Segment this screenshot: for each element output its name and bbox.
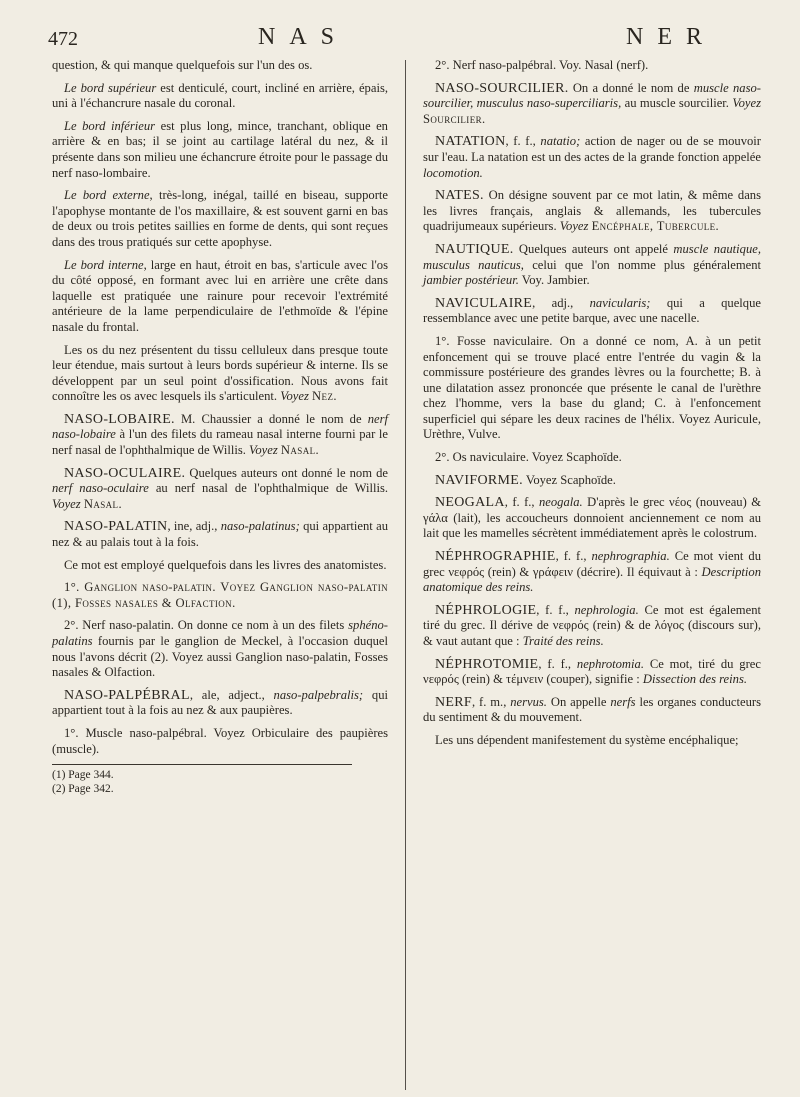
term: nephrologia. <box>574 602 639 617</box>
headword: NAVICULAIRE <box>435 295 533 311</box>
headword: NASO-LOBAIRE. <box>64 411 175 427</box>
term: muscle nautique, musculus nauticus, <box>423 241 761 272</box>
term: Description anatomique des reins. <box>423 564 761 595</box>
headword: NASO-OCULAIRE. <box>64 465 186 481</box>
text: D'après le grec νέος (nouveau) & γάλα (lait), les accoucheurs donnoient anciennement ce nom au lait que les mamelles sécrètent immédiatement après le colostrum. <box>423 495 761 541</box>
headword: NATES. <box>435 188 484 204</box>
paragraph <box>52 258 388 336</box>
term: neogala. <box>538 495 583 510</box>
term: nephrotomia. <box>576 656 644 671</box>
entry-nephrologie <box>423 603 761 650</box>
term: Le bord supérieur <box>64 80 157 95</box>
text: Quelques auteurs ont donné le nom de <box>185 465 388 480</box>
text: action de nager ou de se mouvoir sur l'eau. La natation est un des actes de la grande fonction appelée <box>423 134 761 164</box>
text: Voyez Scaphoïde. <box>522 472 616 487</box>
column-divider <box>405 60 406 1090</box>
entry-naso-palpebral <box>52 688 388 719</box>
text: au nerf nasal de l'ophthalmique de Willis. <box>148 481 388 496</box>
term: navicularis; <box>589 295 651 310</box>
grammar: , f. f., <box>536 602 575 617</box>
entry-natation <box>423 134 761 181</box>
sub-entry: 1°. Ganglion naso-palatin. Voyez Ganglion naso-palatin (1), Fosses nasales & Olfaction. <box>52 580 388 610</box>
text: On désigne souvent par ce mot latin, & même dans les livres français, anglais & allemands, les tubercules quadrijumeaux supérieurs. <box>423 188 761 234</box>
grammar: , ale, adject., <box>189 687 274 702</box>
term: natatio; <box>540 134 581 149</box>
grammar: , adj., <box>532 295 590 310</box>
right-column <box>423 58 761 756</box>
text: à l'un des filets du rameau nasal interne fourni par le nerf nasal de l'ophthalmique de Willis. <box>52 427 388 458</box>
headword: NASO-PALPÉBRAL <box>64 687 190 703</box>
text: Voy. Jambier. <box>518 273 590 288</box>
text: au muscle sourcilier. <box>621 96 733 111</box>
cross-reference: Nasal. <box>83 496 122 511</box>
footnote-rule <box>52 764 352 765</box>
text: les organes conducteurs du sentiment & du mouvement. <box>423 694 761 725</box>
paragraph <box>52 119 388 181</box>
text: est denticulé, court, incliné en arrière, épais, uni à l'échancrure nasale du coronal. <box>52 80 388 111</box>
paragraph <box>52 81 388 112</box>
sub-entry <box>52 618 388 680</box>
grammar: , f. f., <box>538 656 577 671</box>
voyez: Voyez <box>249 443 278 458</box>
text: On appelle <box>546 694 611 709</box>
headword: NÉPHROGRAPHIE <box>435 549 556 565</box>
paragraph <box>52 343 388 405</box>
running-head-right: NER <box>626 24 716 50</box>
term: Dissection des reins. <box>642 672 747 687</box>
term: nerf naso-lobaire <box>52 411 388 442</box>
grammar: , f. f., <box>504 495 539 510</box>
text: est plus long, mince, tranchant, oblique en arrière & en bas; il se joint au cartilage latéral du nez, & il présente dans son milieu une échancrure étroite pour le passage du nerf naso-lombaire. <box>52 118 388 180</box>
grammar: , ine, adj., <box>167 519 221 534</box>
sub-entry: 2°. Os naviculaire. Voyez Scaphoïde. <box>435 450 622 465</box>
entry-nerf <box>423 695 761 726</box>
term: naso-palpebralis; <box>273 687 364 702</box>
text: qui a quelque ressemblance avec une petite barque, avec une nacelle. <box>423 295 761 326</box>
headword: NATATION <box>435 134 506 150</box>
headword: NASO-SOURCILIER. <box>435 80 569 96</box>
term: Le bord inférieur <box>64 118 156 133</box>
text: Ce mot est également tiré du grec. Il dérive de νεφρός (rein) & de λόγος (discours sur), & vaut autant que : <box>423 602 761 648</box>
voyez: Voyez <box>559 219 589 234</box>
text: Ce mot, tiré du grec νεφρός (rein) & τέμνειν (couper), signifie : <box>423 656 761 687</box>
term: locomotion. <box>423 165 483 180</box>
text: Les os du nez présentent du tissu celluleux dans presque toute leur étendue, mais surtout à leurs bords supérieur & interne. Ils se développent par un seul point d'ossification. Nous avons fait connoître les os avec lesquels ils s'articulent. <box>52 342 388 404</box>
footnote: (1) Page 344. <box>52 769 114 782</box>
text: qui appartient au nez & au palais tout à la fois. <box>52 519 388 550</box>
paragraph: Ce mot est employé quelquefois dans les livres des anatomistes. <box>64 557 387 572</box>
term: Traité des reins. <box>522 634 604 648</box>
term: nerf naso-oculaire <box>52 481 149 496</box>
entry-naviforme <box>423 473 761 489</box>
text: , large en haut, étroit en bas, s'articule avec l'os du côté opposé, en formant avec lui en arrière une crête dans laquelle est pratiquée une rainure pour recevoir l'extrémité antérieure de la lame perpendiculaire de l'ethmoïde & l'épine nasale du frontal. <box>52 257 388 334</box>
voyez: Voyez <box>280 389 309 404</box>
cross-reference: Nez. <box>312 389 337 404</box>
paragraph <box>52 188 388 250</box>
headword: NAUTIQUE. <box>435 241 514 257</box>
grammar: , f. f., <box>555 549 592 564</box>
cross-reference: Nasal. <box>280 443 320 458</box>
term: muscle naso-sourcilier, musculus naso-superciliaris, <box>423 80 761 111</box>
text: Quelques auteurs ont appelé <box>513 241 674 256</box>
term: Le bord interne <box>64 257 144 272</box>
entry-naso-oculaire <box>52 466 388 513</box>
voyez: Voyez <box>732 96 761 111</box>
term: naso-palatinus; <box>220 519 300 534</box>
paragraph: Les uns dépendent manifestement du système encéphalique; <box>435 732 739 747</box>
running-header <box>48 22 770 58</box>
term: nephrographia. <box>591 549 670 564</box>
text: celui que l'on nomme plus généralement <box>523 257 761 272</box>
entry-naso-palatin <box>52 519 388 550</box>
term: nervus. <box>510 694 547 709</box>
headword: NEOGALA <box>435 495 505 511</box>
entry-naviculaire <box>423 296 761 327</box>
headword: NASO-PALATIN <box>64 519 168 535</box>
running-head-left: NAS <box>258 24 349 50</box>
text: 2°. Nerf naso-palatin. On donne ce nom à un des filets <box>64 618 349 633</box>
paragraph: question, & qui manque quelquefois sur l'un des os. <box>52 58 313 72</box>
term: sphéno-palatins <box>52 618 388 648</box>
text: Ce mot vient du grec νεφρός (rein) & γράφειν (décrire). Il équivaut à : <box>423 549 761 579</box>
term: nerfs <box>610 694 636 709</box>
entry-nephrographie <box>423 549 761 596</box>
sub-entry: 1°. Fosse naviculaire. On a donné ce nom, A. à un petit enfoncement qui se trouve placé entre l'entrée du vagin & la commissure postérieure des grandes lèvres ou la fourchette; B. à une dilatation assez prononcée que présente le canal de l'urèthre chez l'homme, vers la base du gland; C. à l'enfoncement superficiel qui sépare les deux racines de l'hélix. Voyez Auricule, Urèthre, Vulve. <box>423 333 761 442</box>
text: On a donné le nom de <box>568 80 694 95</box>
text: qui appartient tout à la fois au nez & aux paupières. <box>52 687 388 718</box>
entry-nautique <box>423 242 761 289</box>
left-column <box>52 58 388 796</box>
text: M. Chaussier a donné le nom de <box>174 411 368 426</box>
text: fournis par le ganglion de Meckel, à l'occasion duquel nous l'avons décrit (2). Voyez aussi Ganglion naso-palatin, Fosses nasales & Olfaction. <box>52 634 388 680</box>
voyez: Voyez <box>52 496 81 511</box>
entry-neogala <box>423 495 761 542</box>
entry-naso-sourcilier <box>423 81 761 128</box>
entry-naso-lobaire <box>52 412 388 459</box>
page-number: 472 <box>48 28 78 50</box>
sub-entry: 1°. Muscle naso-palpébral. Voyez Orbiculaire des paupières (muscle). <box>52 725 388 756</box>
cross-reference: Sourcilier. <box>423 111 486 126</box>
grammar: , f. m., <box>472 694 511 709</box>
term: Le bord externe <box>64 188 150 203</box>
text: , très-long, inégal, taillé en biseau, supporte l'apophyse montante de l'os maxillaire, & est souvent garni en bas de deux ou trois petites saillies en forme de dents, qui sont reçues dans des trous pratiqués sur cette apophyse. <box>52 188 388 249</box>
footnotes <box>52 769 388 796</box>
footnote: (2) Page 342. <box>52 782 114 795</box>
entry-nates <box>423 188 761 235</box>
entry-nephrotomie <box>423 657 761 688</box>
headword: NERF <box>435 694 472 710</box>
term: jambier postérieur. <box>423 273 519 288</box>
text: , f. f., <box>505 134 541 149</box>
sub-entry: 2°. Nerf naso-palpébral. Voy. Nasal (nerf). <box>435 58 649 72</box>
headword: NÉPHROLOGIE <box>435 602 537 618</box>
headword: NÉPHROTOMIE <box>435 656 539 672</box>
headword: NAVIFORME. <box>435 472 523 488</box>
cross-reference: Encéphale, Tubercule. <box>591 219 720 234</box>
